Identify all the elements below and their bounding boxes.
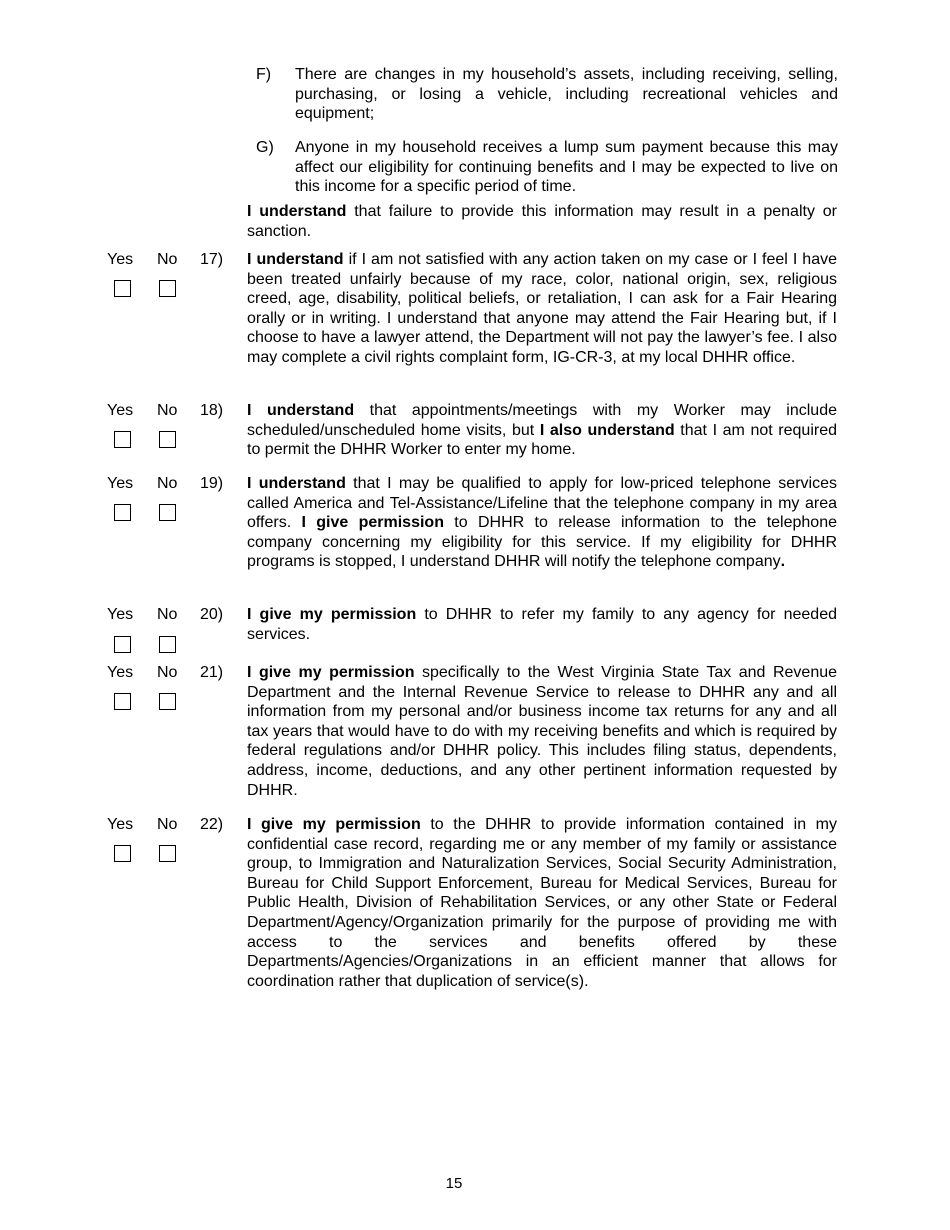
- yes-label: Yes: [107, 402, 134, 419]
- no-label: No: [157, 664, 178, 681]
- question-number: 21): [200, 664, 224, 681]
- question-text: [247, 663, 837, 800]
- bold-phrase: I understand: [247, 475, 346, 492]
- bold-phrase: I give my permission: [247, 816, 421, 833]
- page-number: 15: [445, 1175, 463, 1192]
- no-checkbox[interactable]: [159, 504, 176, 521]
- statement-text: if I am not satisfied with any action taken on my case or I feel I have been treated unfairly because of my race, color, national origin, sex, religious creed, age, disability, political beliefs, or retaliation, I can ask for a Fair Hearing orally or in writing. I understand that anyone may attend the Fair Hearing but, if I choose to have a lawyer attend, the Department will not pay the lawyer’s fee. I also may complete a civil rights complaint form, IG-CR-3, at my local DHHR office.: [247, 251, 837, 366]
- question-text: [247, 605, 837, 644]
- no-checkbox[interactable]: [159, 636, 176, 653]
- question-number: 18): [200, 402, 224, 419]
- question-number: 20): [200, 606, 224, 623]
- no-checkbox[interactable]: [159, 431, 176, 448]
- sub-item-letter: F): [256, 66, 272, 83]
- question-number: 22): [200, 816, 224, 833]
- yes-label: Yes: [107, 475, 134, 492]
- statement-text: that I am not required to permit the DHHR Worker to enter my home.: [247, 421, 838, 459]
- question-text: [247, 815, 837, 991]
- statement-text: specifically to the West Virginia State Tax and Revenue Department and the Internal Revenue Service to release to DHHR any and all information from my personal and/or business income tax returns for any and all tax years that would have to do with my receiving benefits and which is required by federal regulations and/or DHHR policy. This includes filing status, dependents, address, income, deductions, and any other pertinent information requested by DHHR.: [247, 664, 838, 799]
- bold-phrase: I also understand: [539, 421, 675, 439]
- bold-period: .: [780, 553, 786, 571]
- statement-text: to DHHR to refer my family to any agency for needed services.: [247, 606, 838, 643]
- yes-checkbox[interactable]: [114, 280, 131, 297]
- statement-text: to DHHR to release information to the telephone company concerning my eligibility for this service. If my eligibility for DHHR programs is stopped, I understand DHHR will notify the telephone company: [247, 514, 837, 571]
- no-label: No: [157, 402, 178, 419]
- bold-phrase: I give my permission: [247, 664, 415, 681]
- yes-checkbox[interactable]: [114, 431, 131, 448]
- bold-phrase: I understand: [247, 203, 347, 220]
- closing-statement: [247, 202, 837, 241]
- yes-label: Yes: [107, 606, 134, 623]
- no-label: No: [157, 606, 178, 623]
- no-label: No: [157, 816, 178, 833]
- statement-text: to the DHHR to provide information contained in my confidential case record, regarding me or any member of my family or assistance group, to Immigration and Naturalization Services, Social Security Administration, Bureau for Child Support Enforcement, Bureau for Medical Services, Bureau for Public Health, Division of Rehabilitation Services, or any other State or Federal Department/Agency/Organization primarily for the purpose of providing me with access to the services and benefits offered by these Departments/Agencies/Organizations in an efficient manner that allows for coordination rather that duplication of service(s).: [247, 816, 838, 990]
- bold-phrase: I understand: [247, 402, 355, 419]
- question-text: [247, 401, 837, 460]
- statement-text: that appointments/meetings with my Worker may include scheduled/unscheduled home visits, but: [247, 402, 837, 439]
- question-number: 19): [200, 475, 224, 492]
- yes-label: Yes: [107, 251, 134, 268]
- no-checkbox[interactable]: [159, 845, 176, 862]
- statement-text: that failure to provide this information may result in a penalty or sanction.: [247, 203, 838, 240]
- sub-item-letter: G): [256, 139, 274, 156]
- yes-label: Yes: [107, 816, 134, 833]
- no-checkbox[interactable]: [159, 693, 176, 710]
- bold-phrase: I give permission: [301, 514, 444, 532]
- yes-checkbox[interactable]: [114, 636, 131, 653]
- question-text: [247, 250, 837, 368]
- bold-phrase: I understand: [247, 251, 344, 268]
- no-label: No: [157, 251, 178, 268]
- no-checkbox[interactable]: [159, 280, 176, 297]
- yes-checkbox[interactable]: [114, 504, 131, 521]
- bold-phrase: I give my permission: [247, 606, 417, 623]
- question-number: 17): [200, 251, 224, 268]
- statement-text: that I may be qualified to apply for low-priced telephone services called America and Tel-Assistance/Lifeline that the telephone company in my area offers.: [247, 475, 837, 532]
- sub-item-text: Anyone in my household receives a lump sum payment because this may affect our eligibility for continuing benefits and I may be expected to live on this income for a specific period of time.: [295, 139, 838, 196]
- question-text: [247, 474, 837, 572]
- yes-checkbox[interactable]: [114, 693, 131, 710]
- sub-item-text: There are changes in my household’s assets, including receiving, selling, purchasing, or losing a vehicle, including recreational vehicles and equipment;: [295, 66, 838, 123]
- yes-checkbox[interactable]: [114, 845, 131, 862]
- yes-label: Yes: [107, 664, 134, 681]
- no-label: No: [157, 475, 178, 492]
